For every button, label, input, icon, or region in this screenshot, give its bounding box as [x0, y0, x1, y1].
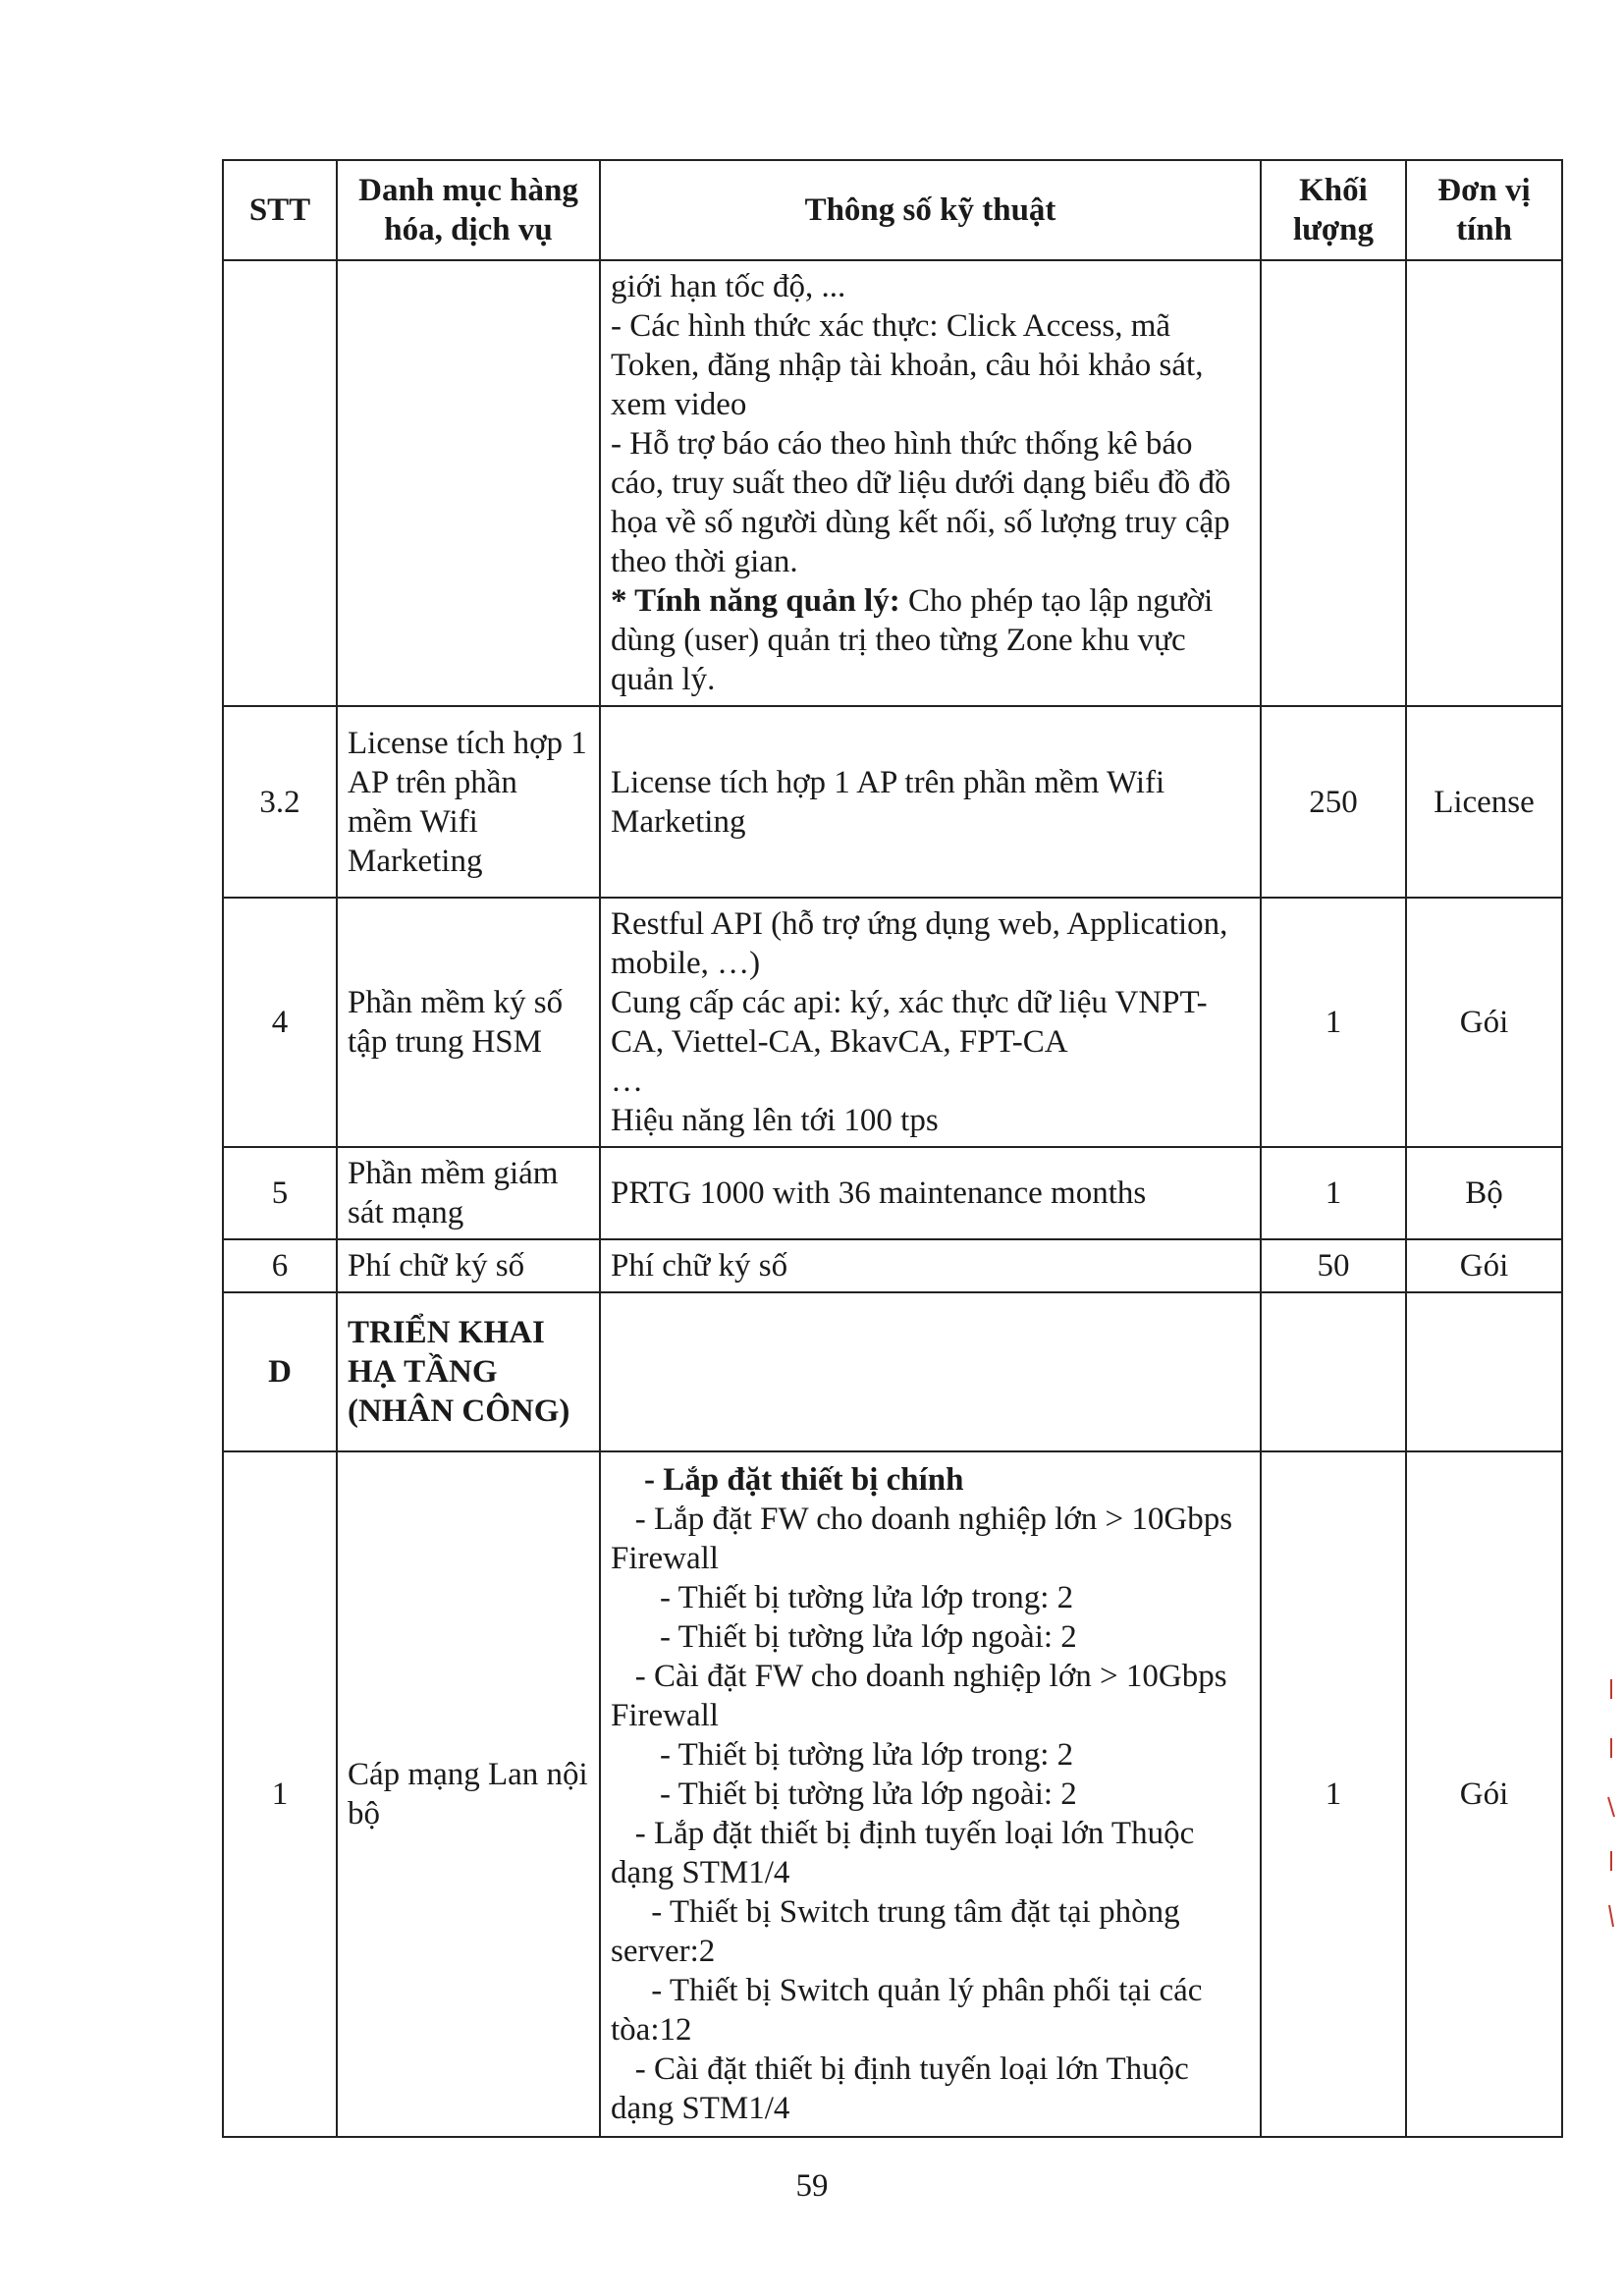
cell-quantity	[1261, 1292, 1406, 1451]
cell-unit: Bộ	[1406, 1147, 1562, 1239]
table-row	[223, 1147, 1562, 1239]
cell-specification	[600, 898, 1261, 1147]
spec-item-text: Thiết bị Switch quản lý phân phối tại các tòa:12	[611, 1973, 1203, 2048]
specification-table-container	[222, 159, 1535, 2138]
spec-item-text: Lắp đặt thiết bị chính	[663, 1462, 964, 1498]
specification-table	[222, 159, 1563, 2138]
spec-item-text: Thiết bị tường lửa lớp ngoài: 2	[677, 1777, 1077, 1812]
table-row	[223, 706, 1562, 898]
cell-quantity: 250	[1261, 706, 1406, 898]
cell-stt: 1	[223, 1451, 337, 2137]
cell-specification	[600, 1451, 1261, 2137]
cell-stt: 4	[223, 898, 337, 1147]
table-row	[223, 898, 1562, 1147]
cell-quantity	[1261, 260, 1406, 706]
spec-item-text: Cài đặt FW cho doanh nghiệp lớn > 10Gbps Firewall	[611, 1659, 1227, 1733]
table-row	[223, 1239, 1562, 1292]
cell-quantity: 1	[1261, 1147, 1406, 1239]
spec-line: Restful API (hỗ trợ ứng dụng web, Application, mobile, …)	[611, 906, 1228, 981]
cell-section-title: TRIỂN KHAI HẠ TẦNG (NHÂN CÔNG)	[337, 1292, 600, 1451]
spec-item: - Lắp đặt FW cho doanh nghiệp lớn > 10Gbps Firewall	[611, 1502, 1233, 1576]
cell-unit	[1406, 260, 1562, 706]
header-unit: Đơn vị tính	[1406, 160, 1562, 260]
cell-specification: License tích hợp 1 AP trên phần mềm Wifi Marketing	[600, 706, 1261, 898]
spec-item: - Thiết bị Switch quản lý phân phối tại các tòa:12	[611, 1973, 1203, 2048]
cell-stt: 3.2	[223, 706, 337, 898]
spec-item-text: Cài đặt thiết bị định tuyến loại lớn Thuộc dạng STM1/4	[611, 2051, 1189, 2126]
cell-item-name: Cáp mạng Lan nội bộ	[337, 1451, 600, 2137]
cell-item-name: Phần mềm ký số tập trung HSM	[337, 898, 600, 1147]
spec-item: - Cài đặt FW cho doanh nghiệp lớn > 10Gbps Firewall	[611, 1659, 1227, 1733]
cell-item-name: License tích hợp 1 AP trên phần mềm Wifi Marketing	[337, 706, 600, 898]
spec-line: giới hạn tốc độ, ...	[611, 269, 846, 304]
spec-item: - Thiết bị tường lửa lớp trong: 2	[660, 1737, 1074, 1773]
spec-line: Cung cấp các api: ký, xác thực dữ liệu VNPT-CA, Viettel-CA, BkavCA, FPT-CA	[611, 985, 1208, 1060]
spec-line: …	[611, 1064, 643, 1099]
header-stt: STT	[223, 160, 337, 260]
cell-unit: Gói	[1406, 1239, 1562, 1292]
spec-bold-label: * Tính năng quản lý:	[611, 583, 900, 619]
table-row	[223, 1451, 1562, 2137]
cell-specification: Phí chữ ký số	[600, 1239, 1261, 1292]
cell-item-name: Phí chữ ký số	[337, 1239, 600, 1292]
spec-item-text: Thiết bị tường lửa lớp ngoài: 2	[677, 1619, 1077, 1655]
cell-stt	[223, 260, 337, 706]
scan-artifact-icon	[1604, 1669, 1618, 1944]
cell-specification	[600, 260, 1261, 706]
cell-unit: Gói	[1406, 898, 1562, 1147]
cell-stt: 6	[223, 1239, 337, 1292]
header-specification: Thông số kỹ thuật	[600, 160, 1261, 260]
spec-item: - Lắp đặt thiết bị định tuyến loại lớn Thuộc dạng STM1/4	[611, 1816, 1195, 1890]
spec-item: - Lắp đặt thiết bị chính	[644, 1462, 964, 1498]
header-quantity: Khối lượng	[1261, 160, 1406, 260]
spec-item: - Thiết bị tường lửa lớp ngoài: 2	[660, 1777, 1077, 1812]
spec-item: - Thiết bị tường lửa lớp ngoài: 2	[660, 1619, 1077, 1655]
cell-unit: Gói	[1406, 1451, 1562, 2137]
cell-specification: PRTG 1000 with 36 maintenance months	[600, 1147, 1261, 1239]
margin-scan-mark	[1604, 1669, 1618, 1957]
cell-stt: 5	[223, 1147, 337, 1239]
spec-item-text: Thiết bị Switch trung tâm đặt tại phòng server:2	[611, 1894, 1180, 1969]
spec-item-text: Thiết bị tường lửa lớp trong: 2	[677, 1737, 1074, 1773]
header-item-name: Danh mục hàng hóa, dịch vụ	[337, 160, 600, 260]
cell-specification	[600, 1292, 1261, 1451]
table-section-row	[223, 1292, 1562, 1451]
cell-quantity: 50	[1261, 1239, 1406, 1292]
cell-unit: License	[1406, 706, 1562, 898]
spec-item-text: Thiết bị tường lửa lớp trong: 2	[677, 1580, 1074, 1615]
page-number: 59	[795, 2168, 829, 2204]
spec-item: - Thiết bị tường lửa lớp trong: 2	[660, 1580, 1074, 1615]
spec-item-text: Lắp đặt FW cho doanh nghiệp lớn > 10Gbps Firewall	[611, 1502, 1233, 1576]
spec-item: - Cài đặt thiết bị định tuyến loại lớn Thuộc dạng STM1/4	[611, 2051, 1189, 2126]
spec-line: Hiệu năng lên tới 100 tps	[611, 1103, 939, 1138]
spec-line-management	[611, 581, 1250, 699]
cell-item-name: Phần mềm giám sát mạng	[337, 1147, 600, 1239]
spec-item: - Thiết bị Switch trung tâm đặt tại phòng server:2	[611, 1894, 1180, 1969]
table-header-row	[223, 160, 1562, 260]
spec-line: - Hỗ trợ báo cáo theo hình thức thống kê báo cáo, truy suất theo dữ liệu dưới dạng biểu đồ đồ họa về số người dùng kết nối, số lượng truy cập theo thời gian.	[611, 426, 1231, 579]
spec-line: - Các hình thức xác thực: Click Access, mã Token, đăng nhập tài khoản, câu hỏi khảo sát, xem video	[611, 308, 1204, 422]
cell-unit	[1406, 1292, 1562, 1451]
cell-quantity: 1	[1261, 898, 1406, 1147]
spec-item-text: Lắp đặt thiết bị định tuyến loại lớn Thuộc dạng STM1/4	[611, 1816, 1195, 1890]
cell-item-name	[337, 260, 600, 706]
spec-bold-rest: Cho phép tạo lập người dùng (user) quản trị theo từng Zone khu vực quản lý.	[611, 583, 1214, 697]
table-row	[223, 260, 1562, 706]
cell-stt: D	[223, 1292, 337, 1451]
cell-quantity: 1	[1261, 1451, 1406, 2137]
